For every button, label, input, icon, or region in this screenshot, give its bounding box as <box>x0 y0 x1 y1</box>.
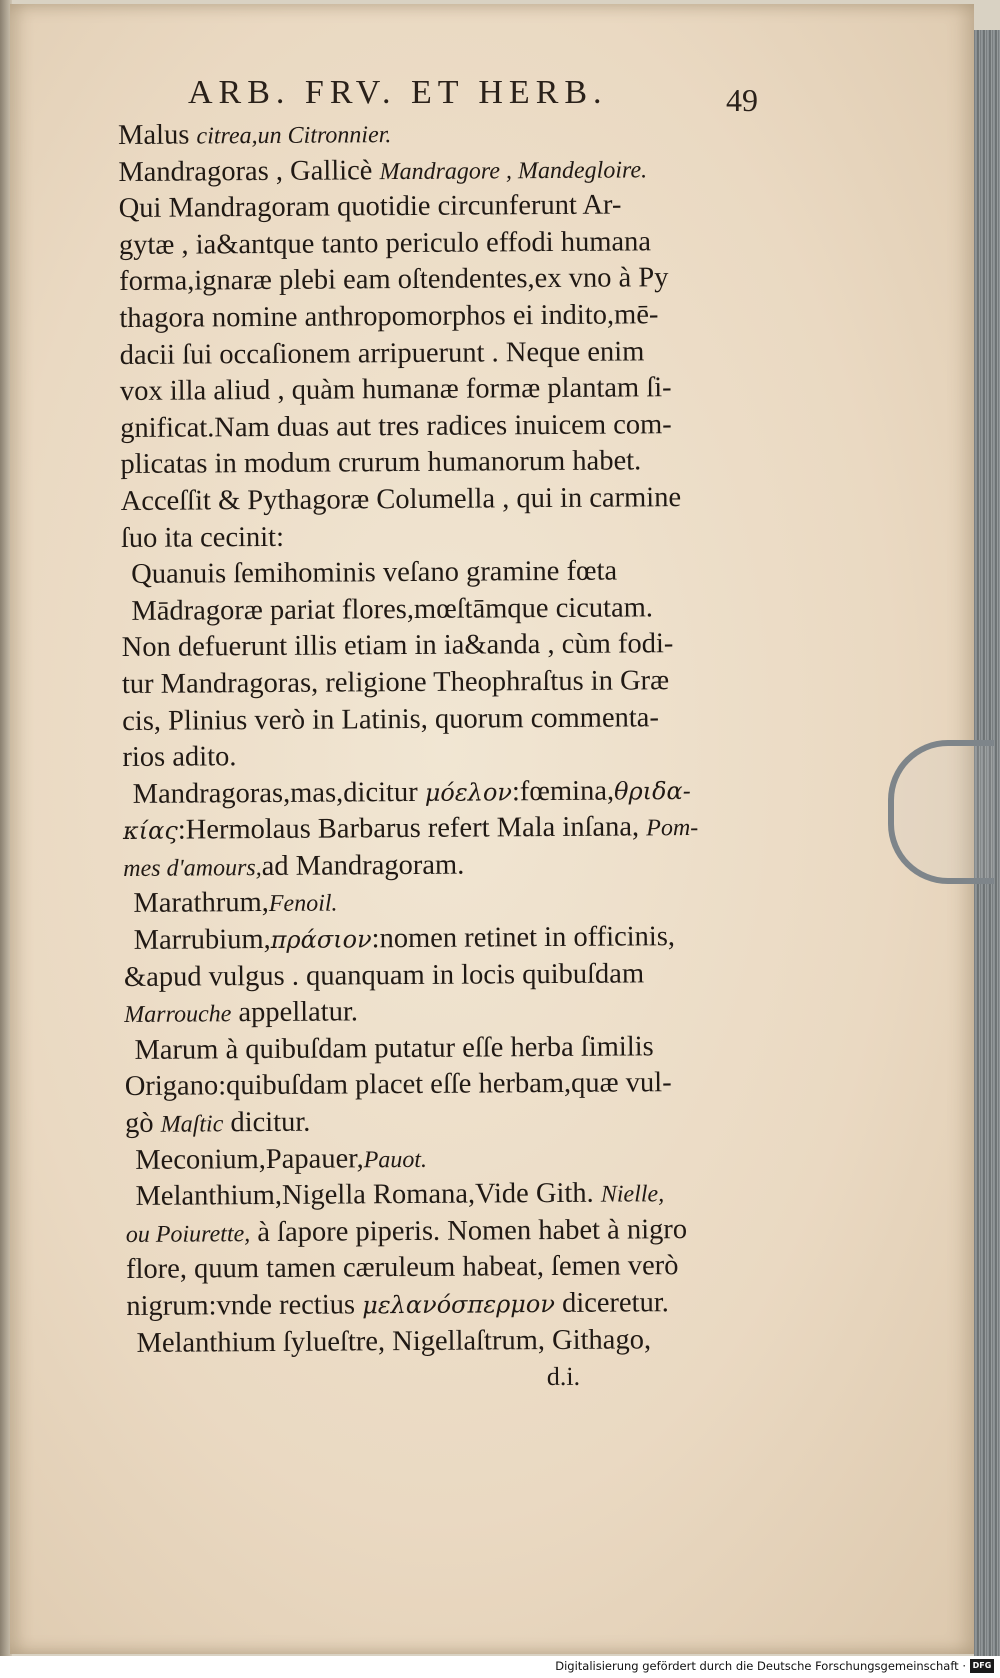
text-line <box>119 223 739 264</box>
text-run: θριδα- <box>613 776 691 806</box>
text-run: forma,ignaræ plebi eam oſtendentes,ex vno à Py <box>119 262 669 298</box>
text-line <box>125 1138 745 1179</box>
text-run: Mādragoræ pariat flores,mœſtāmque cicutam. <box>131 591 654 627</box>
text-run: à ſapore piperis. Nomen habet à nigro <box>250 1213 688 1248</box>
text-run: mes d'amours, <box>123 854 262 882</box>
text-run: Marrubium, <box>133 924 271 956</box>
text-line <box>120 333 740 374</box>
text-run: rios adito. <box>122 741 237 774</box>
text-run: dacii ſui occaſionem arripuerunt . Neque enim <box>119 335 645 371</box>
text-line <box>119 260 739 301</box>
text-line <box>126 1248 746 1289</box>
text-run: Mandragoras , Gallicè <box>118 154 380 188</box>
text-run: :fœmina, <box>511 775 615 807</box>
text-run: Meconium,Papauer, <box>135 1142 364 1176</box>
text-line <box>126 1321 746 1362</box>
text-run: cis, Plinius verò in Latinis, quorum commenta- <box>122 701 659 737</box>
clip-ribbon <box>888 740 994 884</box>
text-run: μόελον <box>424 777 513 807</box>
text-line <box>120 370 740 411</box>
text-run: thagora nomine anthropomorphos ei indito,mē- <box>119 299 659 334</box>
text-run: Nielle, <box>600 1181 665 1208</box>
text-line <box>124 955 744 996</box>
text-line <box>123 846 743 887</box>
text-run: Mandragore , Mandegloire. <box>379 156 648 185</box>
text-run: Non defuerunt illis etiam in ia&anda , cùm fodi- <box>121 628 674 664</box>
text-line <box>118 114 738 155</box>
text-run: diceretur. <box>554 1287 669 1319</box>
text-line <box>120 406 740 447</box>
text-run: Acceſſit & Pythagoræ Columella , qui in carmine <box>120 482 682 517</box>
running-head: ARB. FRV. ET HERB. <box>188 74 608 111</box>
text-run: appellatur. <box>231 996 359 1029</box>
body-text <box>118 114 747 1399</box>
text-run: Malus <box>118 119 197 151</box>
text-line <box>119 297 739 338</box>
text-run: πράσιον <box>270 925 372 955</box>
text-run: gò <box>124 1107 161 1140</box>
text-run: Melanthium,Nigella Romana,Vide Gith. <box>135 1177 601 1213</box>
text-line <box>120 443 740 484</box>
text-run: gnificat.Nam duas aut tres radices inuicem com- <box>120 408 672 444</box>
text-run: Qui Mandragoram quotidie circunferunt Ar- <box>118 189 622 225</box>
text-line <box>122 699 742 740</box>
text-line <box>122 663 742 704</box>
text-line <box>123 772 743 813</box>
text-line <box>122 626 742 667</box>
text-run: Origano:quibuſdam placet eſſe herbam,quæ vul- <box>124 1067 672 1103</box>
text-line <box>119 187 739 228</box>
text-run: Pom- <box>646 815 699 842</box>
text-run: :Hermolaus Barbarus refert Mala inſana, <box>177 811 647 846</box>
text-line <box>122 736 742 777</box>
text-line <box>121 589 741 630</box>
text-run: tur Mandragoras, religione Theophraſtus in Græ <box>121 665 670 700</box>
text-run: Maſtic <box>160 1111 224 1138</box>
text-run: citrea,un Citronnier. <box>196 122 392 150</box>
text-run: μελανόσπερμον <box>362 1289 555 1320</box>
text-run: Marrouche <box>124 1001 232 1029</box>
text-line <box>121 553 741 594</box>
text-run: Marathrum, <box>133 887 269 920</box>
text-run: κίας <box>122 816 178 846</box>
text-line <box>125 1065 745 1106</box>
text-line <box>123 809 743 850</box>
text-line <box>124 992 744 1033</box>
text-line <box>125 1102 745 1143</box>
signature-mark: d.i. <box>546 1361 581 1392</box>
text-line <box>121 480 741 521</box>
footer-bar <box>0 1656 1000 1678</box>
text-run: nigrum:vnde rectius <box>126 1289 363 1322</box>
text-run: vox illa aliud , quàm humanæ formæ plantam ſi- <box>119 372 672 408</box>
text-line <box>118 150 738 191</box>
footer-credit: Digitalisierung gefördert durch die Deutsche Forschungsgemeinschaft · <box>555 1659 966 1673</box>
text-run: plicatas in modum crurum humanorum habet. <box>120 445 642 481</box>
text-run: Melanthium ſylueſtre, Nigellaſtrum, Githago, <box>136 1323 652 1359</box>
text-run: Fenoil. <box>268 890 338 918</box>
page-number: 49 <box>726 82 758 118</box>
dfg-logo-icon: DFG <box>970 1659 994 1673</box>
text-line <box>125 1175 745 1216</box>
text-run: Pauot. <box>363 1146 428 1173</box>
text-run: :nomen retinet in officinis, <box>371 921 676 955</box>
text-run: ou Poiurette, <box>125 1220 251 1248</box>
text-run: dicitur. <box>223 1106 311 1139</box>
text-run: flore, quum tamen cæruleum habeat, ſemen verò <box>125 1250 679 1286</box>
text-line <box>124 919 744 960</box>
text-line <box>126 1285 746 1326</box>
text-run: ſuo ita cecinit: <box>120 521 285 554</box>
text-run: Quanuis ſemihominis veſano gramine fœta <box>131 555 618 591</box>
text-run: gytæ , ia&antque tanto periculo effodi humana <box>118 226 652 261</box>
text-line <box>124 1028 744 1069</box>
text-line <box>126 1211 746 1252</box>
text-run: &apud vulgus . quanquam in locis quibuſdam <box>123 958 645 993</box>
text-run: Mandragoras,mas,dicitur <box>132 776 425 810</box>
text-line <box>123 882 743 923</box>
text-run: ad Mandragoram. <box>261 849 465 882</box>
text-line <box>121 516 741 557</box>
text-run: Marum à quibuſdam putatur eſſe herba ſimilis <box>134 1031 654 1066</box>
